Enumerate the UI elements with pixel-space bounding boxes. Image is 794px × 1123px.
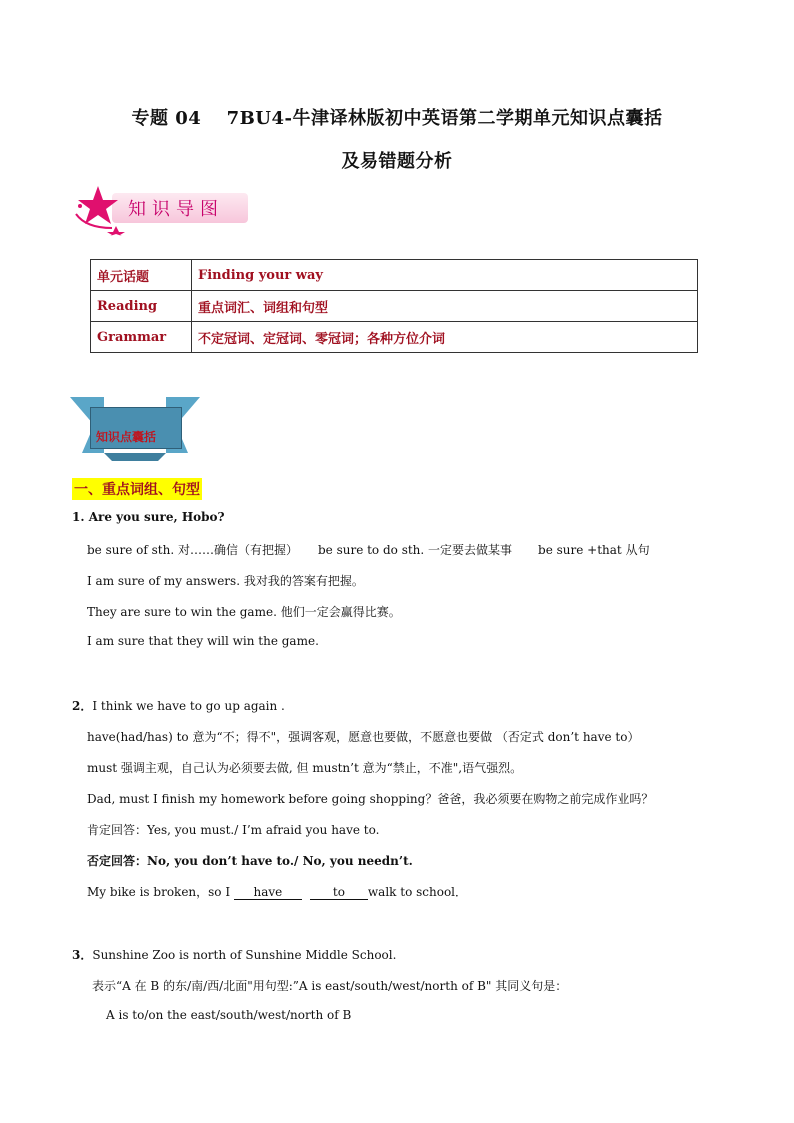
- item1-line2: I am sure of my answers. 我对我的答案有把握。: [87, 574, 364, 588]
- star-icon: [72, 184, 132, 236]
- document-title-line2: 及易错题分析: [341, 151, 453, 172]
- topic-table: [90, 259, 698, 353]
- banner-label: 知识导图: [128, 199, 224, 220]
- item3-line2: A is to/on the east/south/west/north of B: [106, 1008, 352, 1022]
- sentence-start: My bike is broken，so I: [87, 885, 234, 899]
- table-row: [91, 322, 698, 353]
- item2-number: 2．: [72, 699, 93, 713]
- phrase-sure-of: be sure of sth. 对……确信（有把握）: [87, 543, 298, 557]
- table-cell-label: Grammar: [91, 322, 192, 353]
- answer-blank: have: [234, 885, 302, 900]
- item1-line4: I am sure that they will win the game.: [87, 634, 319, 648]
- phrase-sure-to: be sure to do sth. 一定要去做某事: [317, 543, 513, 557]
- knowledge-map-banner: [72, 184, 252, 236]
- phrase-sure-that: be sure +that 从句: [538, 543, 650, 557]
- item2-line2: must 强调主观，自己认为必须要去做, 但 mustn’t 意为“禁止，不准",语气强烈。: [87, 761, 523, 775]
- item3-number: 3．: [72, 948, 93, 962]
- item1-heading: 1. Are you sure, Hobo?: [72, 510, 225, 524]
- item2-line1: have(had/has) to 意为“不；得不"，强调客观，愿意也要做，不愿意也要做 （否定式 don’t have to）: [87, 730, 640, 744]
- table-cell-label: 单元话题: [91, 260, 192, 291]
- answer-blank: to: [310, 885, 368, 900]
- section-title: 一、重点词组、句型: [72, 478, 202, 500]
- item3-heading-text: Sunshine Zoo is north of Sunshine Middle School.: [92, 948, 397, 962]
- table-cell-value: 重点词汇、词组和句型: [192, 291, 698, 322]
- table-cell-label: Reading: [91, 291, 192, 322]
- table-cell-value: 不定冠词、定冠词、零冠词；各种方位介词: [192, 322, 698, 353]
- item2-heading: [72, 697, 285, 714]
- item1-line3: They are sure to win the game. 他们一定会赢得比赛。: [87, 605, 401, 619]
- item2-line5: 否定回答：No, you don’t have to./ No, you needn’t.: [87, 854, 413, 868]
- item2-line6: [87, 883, 467, 900]
- document-title: 专题 04 7BU4-牛津译林版初中英语第二学期单元知识点囊括: [131, 108, 663, 129]
- item2-line4: 肯定回答：Yes, you must./ I’m afraid you have to.: [87, 823, 380, 837]
- knowledge-points-badge: [70, 395, 200, 465]
- item2-heading-text: I think we have to go up again .: [92, 699, 285, 713]
- item2-line3: Dad, must I finish my homework before going shopping？爸爸，我必须要在购物之前完成作业吗？: [87, 792, 654, 806]
- item3-line1: 表示“A 在 B 的东/南/西/北面"用句型:”A is east/south/west/north of B" 其同义句是：: [92, 979, 568, 993]
- table-cell-value: Finding your way: [192, 260, 698, 291]
- table-row: [91, 291, 698, 322]
- item3-heading: [72, 946, 396, 963]
- table-row: [91, 260, 698, 291]
- badge-label: 知识点囊括: [96, 430, 157, 444]
- sentence-end: walk to school．: [367, 885, 468, 899]
- item1-line1: [87, 541, 650, 558]
